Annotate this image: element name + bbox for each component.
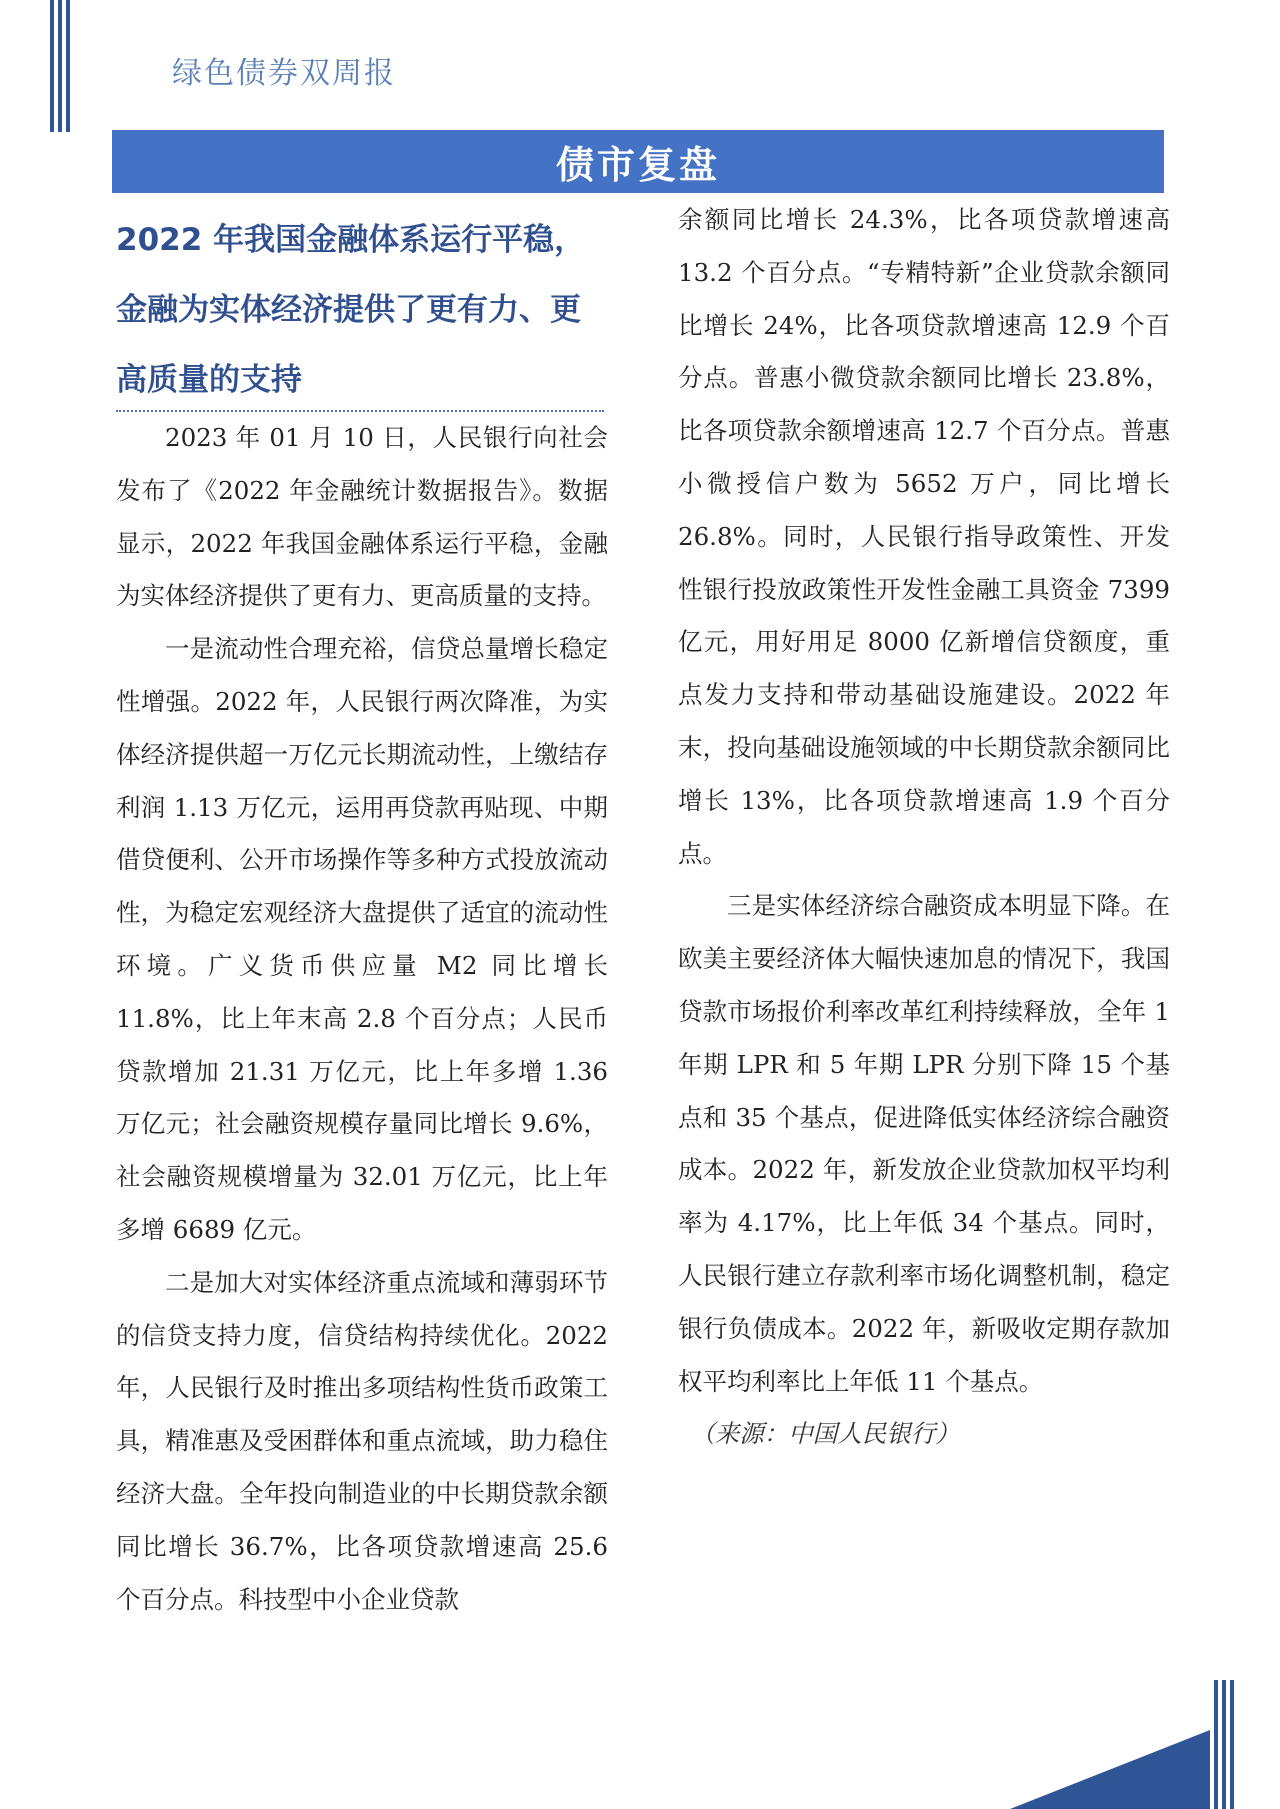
article-title: 2022 年我国金融体系运行平稳，金融为实体经济提供了更有力、更高质量的支持 <box>116 222 586 398</box>
paragraph-financing-cost: 三是实体经济综合融资成本明显下降。在欧美主要经济体大幅快速加息的情况下，我国贷款市场报价利率改革红利持续释放，全年 1 年期 LPR 和 5 年期 LPR 分别下降 15 个基点和 35 个基点，促进降低实体经济综合融资成本。2022 年，新发放企业贷款加权平均利率为 4.17%，比上年低 34 个基点。同时，人民银行建立存款利率市场化调整机制，稳定银行负债成本。2022 年，新吸收定期存款加权平均利率比上年低 11 个基点。 <box>678 891 1170 1396</box>
article-source: （来源：中国人民银行） <box>690 1419 960 1449</box>
page-number: 1 <box>1152 1748 1169 1777</box>
paragraph-credit-structure: 二是加大对实体经济重点流域和薄弱环节的信贷支持力度，信贷结构持续优化。2022 年，人民银行及时推出多项结构性货币政策工具，精准惠及受困群体和重点流域，助力稳住经济大盘。全年投向制造业的中长期贷款余额同比增长 36.7%，比各项贷款增速高 25.6 个百分点。科技型中小企业贷款 <box>116 1267 608 1614</box>
section-banner <box>112 130 1164 193</box>
section-banner-title: 债市复盘 <box>555 142 720 187</box>
footer-decoration-bars <box>1214 1680 1236 1809</box>
newsletter-title: 绿色债券双周报 <box>172 56 396 91</box>
right-column <box>678 194 1170 1461</box>
header-decoration-bars <box>50 0 72 132</box>
left-column <box>116 412 608 1626</box>
paragraph-liquidity: 一是流动性合理充裕，信贷总量增长稳定性增强。2022 年，人民银行两次降准，为实体经济提供超一万亿元长期流动性，上缴结存利润 1.13 万亿元，运用再贷款再贴现、中期借贷便利、公开市场操作等多种方式投放流动性，为稳定宏观经济大盘提供了适宜的流动性环境。广义货币供应量 M2 同比增长 11.8%，比上年末高 2.8 个百分点；人民币贷款增加 21.31 万亿元，比上年多增 1.36 万亿元；社会融资规模存量同比增长 9.6%，社会融资规模增量为 32.01 万亿元，比上年多增 6689 亿元。 <box>116 634 608 1244</box>
paragraph-credit-structure-continued: 余额同比增长 24.3%，比各项贷款增速高 13.2 个百分点。“专精特新”企业贷款余额同比增长 24%，比各项贷款增速高 12.9 个百分点。普惠小微贷款余额同比增长 23.8%，比各项贷款余额增速高 12.7 个百分点。普惠小微授信户数为 5652 万户，同比增长 26.8%。同时，人民银行指导政策性、开发性银行投放政策性开发性金融工具资金 7399 亿元，用好用足 8000 亿新增信贷额度，重点发力支持和带动基础设施建设。2022 年末，投向基础设施领域的中长期贷款余额同比增长 13%，比各项贷款增速高 1.9 个百分点。 <box>678 205 1170 868</box>
footer-decoration-triangle <box>1010 1720 1210 1809</box>
paragraph-intro: 2023 年 01 月 10 日，人民银行向社会发布了《2022 年金融统计数据报告》。数据显示，2022 年我国金融体系运行平稳，金融为实体经济提供了更有力、更高质量的支持。 <box>116 423 608 611</box>
